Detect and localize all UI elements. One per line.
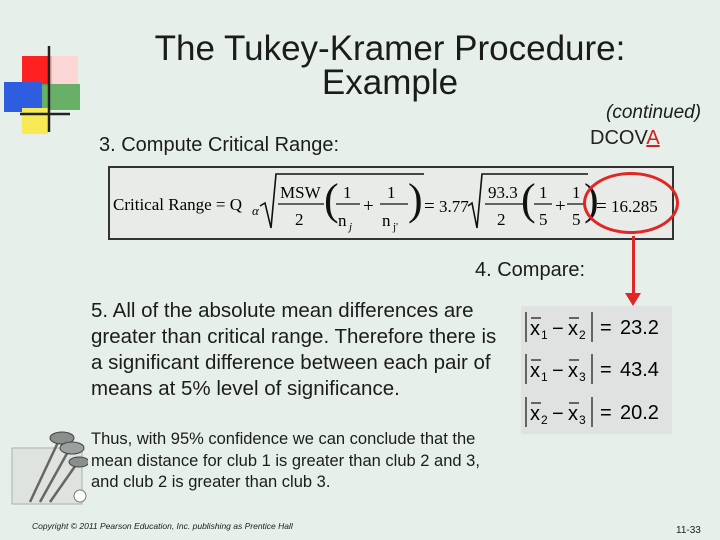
formula-one-c: 1 (539, 183, 548, 202)
diff-b-sub: 2 (579, 328, 586, 342)
formula-one-d: 1 (572, 183, 581, 202)
svg-text:=: = (596, 196, 607, 217)
arrow-shaft (632, 236, 635, 296)
svg-text:−: − (552, 403, 564, 425)
diff-a: x (530, 403, 540, 425)
svg-text:−: − (552, 360, 564, 382)
diff-b: x (568, 360, 578, 382)
svg-text:=: = (600, 402, 612, 424)
formula-n-value-a: 5 (539, 210, 548, 229)
dcova-highlight: A (646, 127, 660, 149)
arrow-down-icon (625, 293, 641, 306)
difference-row (521, 350, 672, 390)
formula-jprime: j' (393, 221, 399, 233)
result-highlight-ellipse (583, 172, 679, 234)
diff-a-sub: 1 (541, 370, 548, 384)
diff-value: 23.2 (620, 317, 659, 339)
svg-text:): ) (584, 175, 599, 224)
mean-differences-box (521, 306, 672, 434)
formula-result: 16.285 (611, 197, 658, 216)
formula-j: j (349, 221, 353, 233)
step4-text: 4. Compare: (475, 259, 586, 281)
dcova-label (590, 127, 660, 150)
svg-text:−: − (552, 318, 564, 340)
page-title (110, 29, 670, 102)
formula-msw: MSW (280, 183, 321, 202)
formula-two-b: 2 (497, 210, 506, 229)
continued-label: (continued) (606, 102, 702, 123)
copyright-footer: Copyright © 2011 Pearson Education, Inc. publishing as Prentice Hall (32, 521, 293, 531)
diff-a-sub: 2 (541, 413, 548, 427)
step3-text: 3. Compute Critical Range: (99, 134, 340, 156)
diff-b-sub: 3 (579, 370, 586, 384)
diff-b: x (568, 403, 578, 425)
formula-two: 2 (295, 210, 304, 229)
svg-text:(: ( (324, 175, 339, 224)
svg-text:+: + (363, 196, 374, 217)
svg-text:=: = (424, 196, 435, 217)
diff-a-sub: 1 (541, 328, 548, 342)
title-line-2: Example (321, 63, 459, 102)
difference-row (521, 393, 672, 433)
formula-n-value-b: 5 (572, 210, 581, 229)
diff-b-sub: 3 (579, 413, 586, 427)
formula-one-b: 1 (387, 183, 396, 202)
diff-value: 20.2 (620, 402, 659, 424)
formula-q-subscript: α (252, 203, 259, 218)
diff-a: x (530, 318, 540, 340)
formula-label: Critical Range = Q (113, 195, 243, 214)
svg-text:=: = (600, 317, 612, 339)
svg-text:+: + (555, 196, 566, 217)
formula-one-a: 1 (343, 183, 352, 202)
conclusion-text: Thus, with 95% confidence we can conclude that the mean distance for club 1 is greater than club 2 and 3, and club 2 is greater than club 3. (91, 430, 480, 491)
difference-row (521, 308, 672, 348)
corner-logo (0, 40, 100, 140)
page-number: 11-33 (676, 525, 701, 536)
golf-clubs-icon (10, 428, 88, 506)
formula-msw-value: 93.3 (488, 183, 518, 202)
formula-n-a: n (338, 211, 347, 230)
svg-text:): ) (408, 175, 423, 224)
step5-text: 5. All of the absolute mean differences are greater than critical range. Therefore there is a significant difference between each pair of means at 5% level of significance. (91, 299, 497, 400)
diff-b: x (568, 318, 578, 340)
svg-text:(: ( (521, 175, 536, 224)
dcova-prefix: DCOV (590, 127, 647, 149)
diff-value: 43.4 (620, 359, 659, 381)
svg-text:=: = (600, 359, 612, 381)
formula-n-b: n (382, 211, 391, 230)
title-line-1: The Tukey-Kramer Procedure: (154, 29, 626, 68)
diff-a: x (530, 360, 540, 382)
formula-q-value: 3.77 (439, 197, 469, 216)
